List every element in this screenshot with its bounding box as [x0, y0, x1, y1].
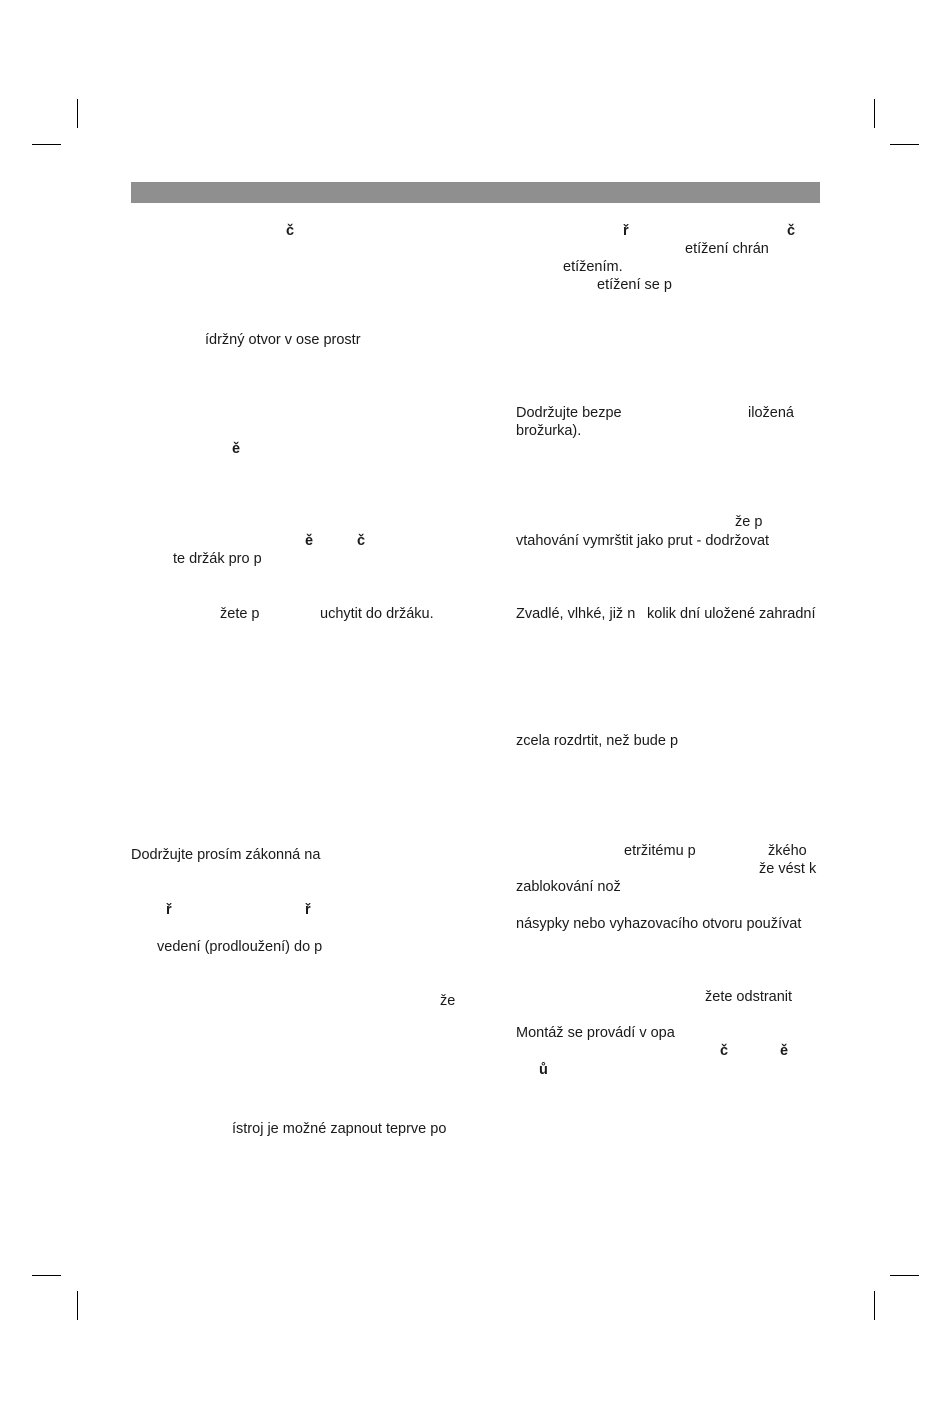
crop-mark-bottom-right-vertical	[874, 1291, 875, 1320]
crop-mark-top-left-horizontal	[32, 144, 61, 145]
crop-mark-top-left-vertical	[77, 99, 78, 128]
text-fragment: Dodržujte bezpe	[516, 405, 622, 421]
crop-mark-bottom-right-horizontal	[890, 1275, 919, 1276]
text-fragment: ě	[305, 533, 314, 549]
text-fragment: ístroj je možné zapnout teprve po	[232, 1121, 447, 1137]
text-fragment: ě	[780, 1043, 789, 1059]
crop-mark-bottom-left-horizontal	[32, 1275, 61, 1276]
crop-mark-top-right-vertical	[874, 99, 875, 128]
text-fragment: zcela rozdrtit, než bude p	[516, 733, 679, 749]
text-fragment: žkého	[768, 843, 807, 859]
text-fragment: ů	[539, 1062, 548, 1078]
crop-mark-top-right-horizontal	[890, 144, 919, 145]
text-fragment: vedení (prodloužení) do p	[157, 939, 323, 955]
text-fragment: iložená	[748, 405, 794, 421]
text-fragment: ř	[166, 902, 172, 918]
text-fragment: etížení se p	[597, 277, 672, 293]
section-header-bar	[131, 182, 820, 203]
text-fragment: vtahování vymrštit jako prut - dodržovat	[516, 533, 770, 549]
text-fragment: č	[357, 533, 366, 549]
text-fragment: ě	[232, 441, 241, 457]
text-fragment: ídržný otvor v ose prostr	[205, 332, 361, 348]
text-fragment: zablokování nož	[516, 879, 621, 895]
text-fragment: uchytit do držáku.	[320, 606, 434, 622]
text-fragment: ř	[623, 223, 629, 239]
text-fragment: ř	[305, 902, 311, 918]
text-fragment: že	[440, 993, 456, 1009]
text-fragment: Montáž se provádí v opa	[516, 1025, 675, 1041]
text-fragment: Zvadlé, vlhké, již n	[516, 606, 636, 622]
text-fragment: násypky nebo vyhazovacího otvoru používat	[516, 916, 802, 932]
text-fragment: Dodržujte prosím zákonná na	[131, 847, 321, 863]
text-fragment: žete odstranit	[705, 989, 793, 1005]
text-fragment: že p	[735, 514, 763, 530]
text-fragment: etržitému p	[624, 843, 696, 859]
text-fragment: že vést k	[759, 861, 817, 877]
text-fragment: brožurka).	[516, 423, 582, 439]
text-fragment: č	[720, 1043, 729, 1059]
text-fragment: etížením.	[563, 259, 623, 275]
crop-mark-bottom-left-vertical	[77, 1291, 78, 1320]
text-fragment: etížení chrán	[685, 241, 769, 257]
text-fragment: te držák pro p	[173, 551, 262, 567]
text-fragment: č	[286, 223, 295, 239]
text-fragment: kolik dní uložené zahradní	[647, 606, 816, 622]
text-fragment: žete p	[220, 606, 260, 622]
text-fragment: č	[787, 223, 796, 239]
